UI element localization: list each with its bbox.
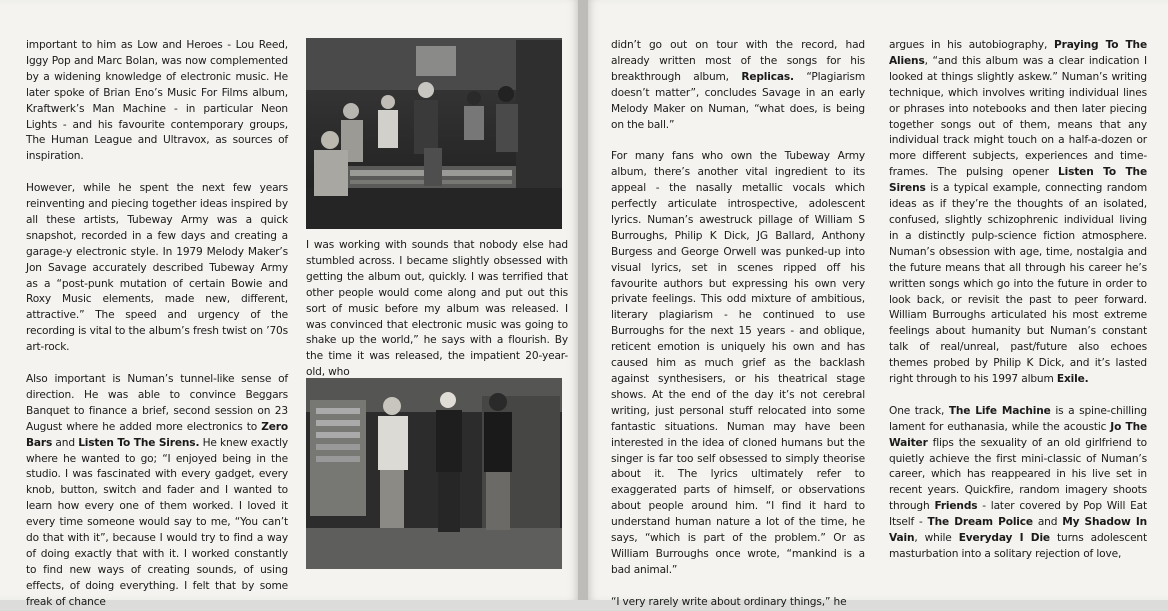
song-title: The Dream Police [927,516,1033,529]
album-title: Replicas. [741,70,794,83]
spine-gutter [578,0,588,600]
right-column-1 [611,38,865,611]
middle-column [306,238,568,381]
album-title: Exile. [1056,373,1089,386]
paragraph: I was working with sounds that nobody else had stumbled across. I became slightly obsessed with getting the album out, quickly. I was terrified that other people would come along and put out this sort of music before my album was released. I was convinced that electronic music was going to shake up the world,” he says with a flourish. By the time it was released, the impatient 20-year-old, who [306,239,568,379]
song-title: Friends [934,500,978,513]
right-page [588,0,1168,608]
paragraph: One track, The Life Machine is a spine-chilling lament for euthanasia, while the acoustic Jo The Waiter flips the sexuality of an old girlfriend to quietly achieve the first mini-classic of Numan’s career, which has reappeared in his live set in recent years. Quickfire, random imagery shoots through Friends - later covered by Pop Will Eat Itself - The Dream Police and My Shadow In Vain, while Everyday I Die turns adolescent masturbation into a solitary rejection of love, [889,404,1148,560]
paragraph: “I very rarely write about ordinary things,” he [611,595,847,608]
paragraph: didn’t go out on tour with the record, had already written most of the songs for his breakthrough album, Replicas. “Plagiarism doesn’t matter”, concludes Savage in an early Melody Maker on Numan, “what does, is being on the ball.” [611,39,865,131]
paragraph: Also important is Numan’s tunnel-like sense of direction. He was able to convince Beggars Banquet to finance a brief, second session on 23 August where he added more electronics to Zero Bars and Listen To The Sirens. He knew exactly where he wanted to go; “I enjoyed being in the studio. I was fascinated with every gadget, every knob, button, switch and fader and I wanted to learn how every one of them worked. I loved it every time someone would say to me, “You can’t do that with it”, because I would try to find a way of doing exactly that with it. I worked constantly to find new ways of creating sounds, of using effects, of doing everything. I felt that by some freak of chance [26,373,288,608]
song-title: Jo The Waiter [889,420,1147,449]
paragraph: argues in his autobiography, Praying To The Aliens, “and this album was a clear indication I looked at things slightly askew.” Numan’s writing technique, which involves writing individual lines or phrases into notebooks and then later piecing together songs out of them, means that any individual track might touch on a half-a-dozen or more different subjects, experiences and time-frames. The pulsing opener Listen To The Sirens is a typical example, connecting random ideas as if they’re the thoughts of an isolated, confused, slightly schizophrenic individual living in a distinctly pulp-science fiction atmosphere. Numan’s obsession with age, time, nostalgia and the future means that all through his career he’s written songs which go into the future in order to look back, or revisit the past to peer forward. William Burroughs articulated his most extreme feelings about humanity but Numan’s constant talk of real/unreal, past/future also echoes themes probed by Philip K Dick, and it’s lasted right through to his 1997 album Exile. [889,39,1147,386]
paragraph: However, while he spent the next few years reinventing and piecing together ideas inspired by all these artists, Tubeway Army was a quick snapshot, recorded in a few days and creating a garage-y electronic style. In 1979 Melody Maker’s Jon Savage accurately described Tubeway Army as a “post-punk mutation of certain Bowie and Roxy Music elements, made new, different, attractive.” The speed and urgency of the recording is vital to the album’s fresh twist on ’70s art-rock. [26,182,288,354]
studio-photo-top [306,38,562,229]
right-column-2 [889,38,1147,563]
paragraph: important to him as Low and Heroes - Lou Reed, Iggy Pop and Marc Bolan, was now complemented by a widening knowledge of electronic music. He later spoke of Brian Eno’s Music For Films album, Kraftwerk’s Man Machine - in particular Neon Lights - and his favourite contemporary groups, The Human League and Ultravox, as sources of inspiration. [26,39,288,163]
left-column [26,38,288,611]
studio-photo-bottom [306,378,562,569]
song-title: My Shadow In Vain [889,516,1148,545]
left-page [0,0,578,608]
song-title: Zero Bars [26,420,288,449]
song-title: The Life Machine [948,404,1051,417]
song-title: Everyday I Die [958,532,1050,545]
paragraph: For many fans who own the Tubeway Army album, there’s another vital ingredient to its appeal - the nasally metallic vocals which perfectly articulate introspective, adolescent lyrics. Numan’s awestruck pillage of William S Burroughs, Philip K Dick, JG Ballard, Anthony Burgess and George Orwell was punked-up into visual lyrics, set in scenes ripped off his favourite authors but expressing his own very private feelings. This odd mixture of ambitious, literary plagiarism - he continued to use Burroughs for the next 15 years - and oblique, reticent emotion is uniquely his own and has caused him as much grief as the backlash against synthesisers, or his theatrical stage shows. At the end of the day it’s not cerebral writing, just personal stuff relocated into some fantastic situations. Numan may have been interested in the idea of cloned humans but the singer is far too self obsessed to simply theorise about it. The lyrics ultimately refer to exaggerated parts of himself, or observations about people around him. “I find it hard to understand human nature a lot of the time, he says, “which is part of the problem.” Or as William Burroughs once wrote, “mankind is a bad animal.” [611,150,865,576]
song-title: Listen To The Sirens [889,166,1147,195]
song-title: Listen To The Sirens. [78,436,200,449]
book-title: Praying To The Aliens [889,39,1147,67]
